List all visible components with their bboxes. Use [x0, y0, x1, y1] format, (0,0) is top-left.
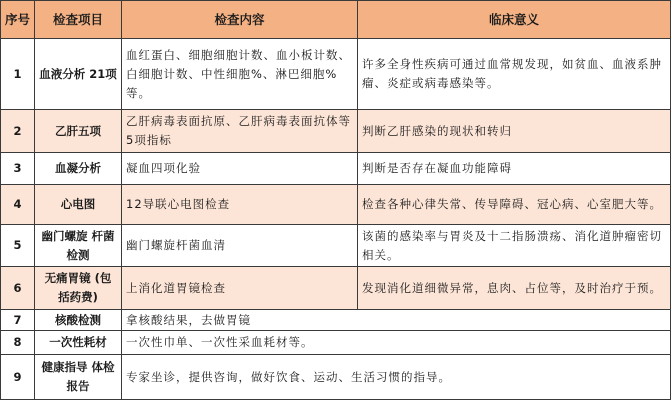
row-item: 一次性耗材 [35, 331, 122, 355]
row-content: 12导联心电图检查 [122, 185, 358, 225]
table-row [1, 225, 671, 267]
row-content: 血红蛋白、细胞细胞计数、血小板计数、白细胞计数、中性细胞%、淋巴细胞%等。 [122, 39, 358, 110]
row-meaning: 判断乙肝感染的现状和转归 [358, 110, 671, 153]
row-no: 5 [1, 225, 35, 267]
table-row [1, 267, 671, 310]
header-meaning: 临床意义 [358, 1, 671, 39]
row-meaning: 发现消化道细微异常，息肉、占位等，及时治疗于预。 [358, 267, 671, 310]
row-content: 拿核酸结果，去做胃镜 [122, 310, 671, 331]
row-item: 健康指导 体检报告 [35, 355, 122, 400]
row-content: 上消化道胃镜检查 [122, 267, 358, 310]
header-item: 检查项目 [35, 1, 122, 39]
row-no: 1 [1, 39, 35, 110]
table-row [1, 185, 671, 225]
table-row [1, 110, 671, 153]
row-content: 凝血四项化验 [122, 153, 358, 185]
row-no: 3 [1, 153, 35, 185]
row-item: 乙肝五项 [35, 110, 122, 153]
row-no: 4 [1, 185, 35, 225]
row-item: 血液分析 21项 [35, 39, 122, 110]
table-row [1, 153, 671, 185]
row-meaning: 该菌的感染率与胃炎及十二指肠溃疡、消化道肿瘤密切相关。 [358, 225, 671, 267]
row-item: 无痛胃镜 (包括药费) [35, 267, 122, 310]
table-row [1, 39, 671, 110]
table-row [1, 331, 671, 355]
row-no: 8 [1, 331, 35, 355]
row-no: 9 [1, 355, 35, 400]
row-content: 乙肝病毒表面抗原、乙肝病毒表面抗体等5项指标 [122, 110, 358, 153]
header-content: 检查内容 [122, 1, 358, 39]
row-no: 7 [1, 310, 35, 331]
row-content: 专家坐诊，提供咨询，做好饮食、运动、生活习惯的指导。 [122, 355, 671, 400]
row-item: 心电图 [35, 185, 122, 225]
row-item: 幽门螺旋 杆菌检测 [35, 225, 122, 267]
row-content: 一次性巾单、一次性采血耗材等。 [122, 331, 671, 355]
row-no: 2 [1, 110, 35, 153]
row-meaning: 判断是否存在凝血功能障碍 [358, 153, 671, 185]
row-meaning: 许多全身性疾病可通过血常规发现，如贫血、血液系肿瘤、炎症或病毒感染等。 [358, 39, 671, 110]
row-content: 幽门螺旋杆菌血清 [122, 225, 358, 267]
row-meaning: 检查各种心律失常、传导障碍、冠心病、心室肥大等。 [358, 185, 671, 225]
table-row [1, 355, 671, 400]
row-no: 6 [1, 267, 35, 310]
table-row [1, 310, 671, 331]
header-no: 序号 [1, 1, 35, 39]
row-item: 核酸检测 [35, 310, 122, 331]
header-row [1, 1, 671, 39]
row-item: 血凝分析 [35, 153, 122, 185]
